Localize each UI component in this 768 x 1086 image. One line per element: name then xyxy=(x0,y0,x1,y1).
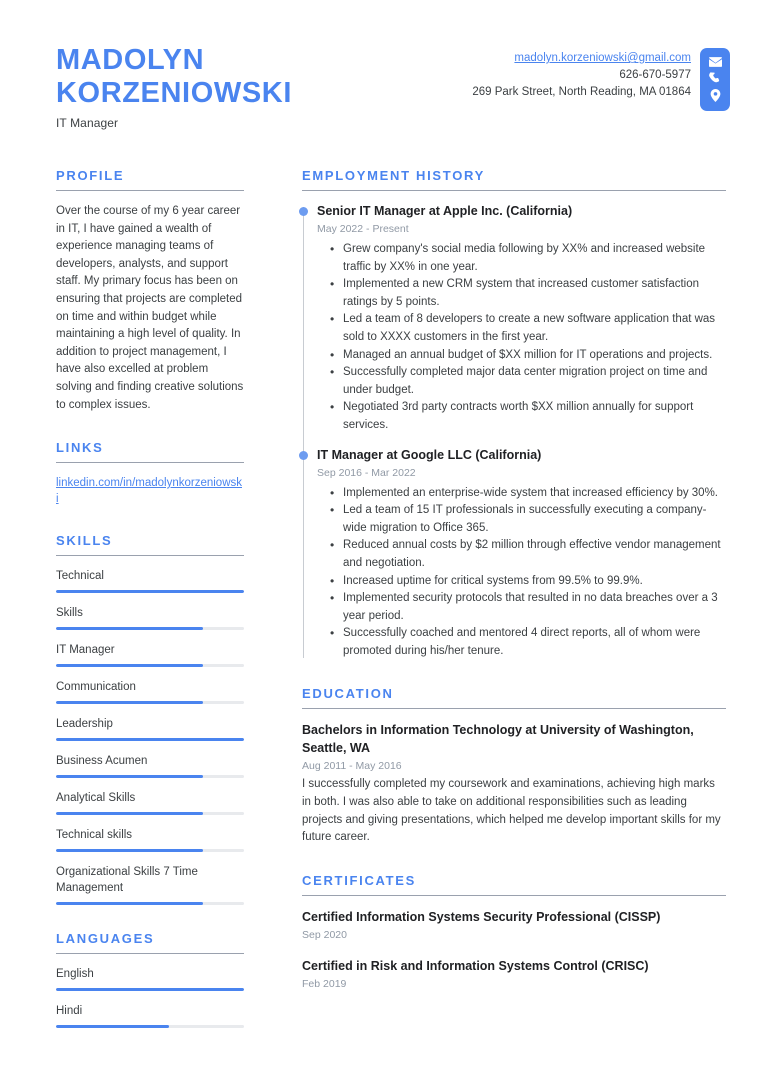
name-block xyxy=(56,44,436,130)
job-date-text: May 2022 - Present xyxy=(317,223,409,235)
skill-row-fill xyxy=(56,738,244,741)
name-line-1: MADOLYN xyxy=(56,44,205,76)
skill-row-fill xyxy=(56,627,203,630)
languages-list xyxy=(56,954,244,1028)
skill-row-label: Skills xyxy=(56,607,83,620)
timeline-dot-icon xyxy=(299,451,308,460)
skill-row-label: Organizational Skills 7 Time Management xyxy=(56,866,198,895)
skill-row-label: Leadership xyxy=(56,718,113,731)
job-bullet-item: • Grew company's social media following by XX% and increased website traffic by XX% in one year. xyxy=(343,241,726,276)
job-bullet-item: • Led a team of 8 developers to create a new software application that was sold to XXXX customers in the first year. xyxy=(343,311,726,346)
resume-header xyxy=(0,0,768,148)
job-bullet-item: • Successfully coached and mentored 4 direct reports, all of whom were promoted during his/her tenure. xyxy=(343,625,726,660)
skill-row xyxy=(56,679,244,704)
envelope-icon xyxy=(709,57,722,67)
language-row xyxy=(56,1003,244,1028)
section-links xyxy=(56,440,244,507)
skill-row-fill xyxy=(56,775,203,778)
section-education xyxy=(302,686,726,846)
skill-row-track xyxy=(56,849,244,852)
contact-email-link[interactable]: madolyn.korzeniowski@gmail.com xyxy=(514,52,691,64)
skill-row-track xyxy=(56,590,244,593)
employment-divider xyxy=(302,190,726,191)
timeline-dot-icon xyxy=(299,207,308,216)
job-bullet-item: • Implemented an enterprise-wide system that increased efficiency by 30%. xyxy=(343,485,726,503)
jobs-list xyxy=(317,203,726,660)
timeline-line xyxy=(303,207,304,658)
section-employment-history xyxy=(302,168,726,660)
employment-heading: EMPLOYMENT HISTORY xyxy=(302,168,486,183)
language-row-label: Hindi xyxy=(56,1005,83,1018)
job-title-text: IT Manager at Google LLC (California) xyxy=(317,447,542,462)
education-date: Aug 2011 - May 2016 xyxy=(302,760,402,773)
name-line-2: KORZENIOWSKI xyxy=(56,77,292,109)
skill-row-fill xyxy=(56,664,203,667)
skill-row-track xyxy=(56,775,244,778)
certificate-date: Feb 2019 xyxy=(302,977,347,990)
language-row-track xyxy=(56,1025,244,1028)
skill-row-track xyxy=(56,738,244,741)
language-row xyxy=(56,966,244,991)
job-bullet-item: • Increased uptime for critical systems from 99.5% to 99.9%. xyxy=(343,573,726,591)
right-column xyxy=(302,168,726,1018)
skill-row-label: Technical skills xyxy=(56,829,133,842)
skill-row xyxy=(56,827,244,852)
section-languages xyxy=(56,931,244,1028)
job-title: IT Manager xyxy=(56,116,119,130)
section-profile xyxy=(56,168,244,414)
certificate-date: Sep 2020 xyxy=(302,928,347,941)
certificate-title: Certified in Risk and Information Systems Control (CRISC) xyxy=(302,958,649,973)
skill-row-label: IT Manager xyxy=(56,644,115,657)
language-row-label: English xyxy=(56,968,94,981)
section-certificates xyxy=(302,873,726,992)
section-skills xyxy=(56,533,244,905)
skill-row xyxy=(56,864,244,905)
links-heading: LINKS xyxy=(56,440,104,456)
job-bullet-item: • Negotiated 3rd party contracts worth $XX million annually for support services. xyxy=(343,399,726,434)
job-entry xyxy=(317,203,726,435)
contact-block xyxy=(472,50,691,101)
skills-list xyxy=(56,556,244,905)
skill-row-track xyxy=(56,812,244,815)
skill-row-track xyxy=(56,701,244,704)
skill-row-fill xyxy=(56,590,244,593)
link-item[interactable]: linkedin.com/in/madolynkorzeniowski xyxy=(56,477,242,506)
skill-row-fill xyxy=(56,902,203,905)
skill-row-fill xyxy=(56,849,203,852)
certificates-heading: CERTIFICATES xyxy=(302,872,417,888)
skills-heading: SKILLS xyxy=(56,533,113,549)
skill-row xyxy=(56,716,244,741)
language-row-fill xyxy=(56,988,244,991)
left-column xyxy=(56,168,244,1054)
skill-row-label: Business Acumen xyxy=(56,755,148,768)
skill-row-track xyxy=(56,902,244,905)
employment-timeline xyxy=(302,203,726,660)
job-date-text: Sep 2016 - Mar 2022 xyxy=(317,466,416,479)
skill-row xyxy=(56,753,244,778)
education-description: I successfully completed my coursework and examinations, achieving high marks in both. I was also able to take on additional responsibilities such as leading projects and giving presentations, which helped me develop important skills for my future career. xyxy=(302,778,721,844)
location-pin-icon xyxy=(710,89,721,102)
skill-row-track xyxy=(56,664,244,667)
skill-row-label: Communication xyxy=(56,681,136,694)
job-bullet-list xyxy=(317,241,726,435)
skill-row-label: Technical xyxy=(56,570,104,583)
job-bullet-item: • Successfully completed major data center migration project on time and under budget. xyxy=(343,364,726,399)
skill-row-fill xyxy=(56,701,203,704)
certificate-entry xyxy=(302,957,726,992)
skill-row-track xyxy=(56,627,244,630)
contact-icon-tab xyxy=(700,48,730,111)
certificate-entry xyxy=(302,908,726,943)
profile-heading: PROFILE xyxy=(56,168,125,183)
job-bullet-item: • Managed an annual budget of $XX million for IT operations and projects. xyxy=(343,347,726,365)
education-list xyxy=(302,709,726,846)
education-title: Bachelors in Information Technology at University of Washington, Seattle, WA xyxy=(302,723,694,756)
language-row-fill xyxy=(56,1025,169,1028)
phone-icon xyxy=(709,72,721,84)
contact-phone: 626-670-5977 xyxy=(619,69,691,81)
links-list xyxy=(56,463,244,507)
profile-text: Over the course of my 6 year career in IT, I have gained a wealth of experience managing teams of developers, analysts, and support staff. My primary focus has been on ensuring that projects are completed on time and within budget while maintaining a high level of quality. In addition to project management, I have also excelled at problem solving and finding creative solutions to complex issues. xyxy=(56,205,244,411)
skill-row xyxy=(56,790,244,815)
language-row-track xyxy=(56,988,244,991)
job-entry xyxy=(317,447,726,661)
job-bullet-item: • Implemented a new CRM system that increased customer satisfaction ratings by 5 points. xyxy=(343,276,726,311)
job-bullet-list xyxy=(317,485,726,661)
skill-row xyxy=(56,642,244,667)
skill-row xyxy=(56,568,244,593)
skill-row-label: Analytical Skills xyxy=(56,792,136,805)
job-bullet-item: • Implemented security protocols that resulted in no data breaches over a 3 year period. xyxy=(343,590,726,625)
education-entry xyxy=(302,721,726,846)
certificate-title: Certified Information Systems Security Professional (CISSP) xyxy=(302,909,661,924)
job-bullet-item: • Reduced annual costs by $2 million through effective vendor management and negotiation. xyxy=(343,537,726,572)
skill-row-fill xyxy=(56,812,203,815)
certificates-list xyxy=(302,896,726,992)
job-bullet-item: • Led a team of 15 IT professionals in successfully executing a company-wide migration to Office 365. xyxy=(343,502,726,537)
languages-heading: LANGUAGES xyxy=(56,931,155,947)
education-heading: EDUCATION xyxy=(302,686,394,702)
skill-row xyxy=(56,605,244,630)
contact-address: 269 Park Street, North Reading, MA 01864 xyxy=(472,86,691,98)
job-title-text: Senior IT Manager at Apple Inc. (California) xyxy=(317,204,573,218)
